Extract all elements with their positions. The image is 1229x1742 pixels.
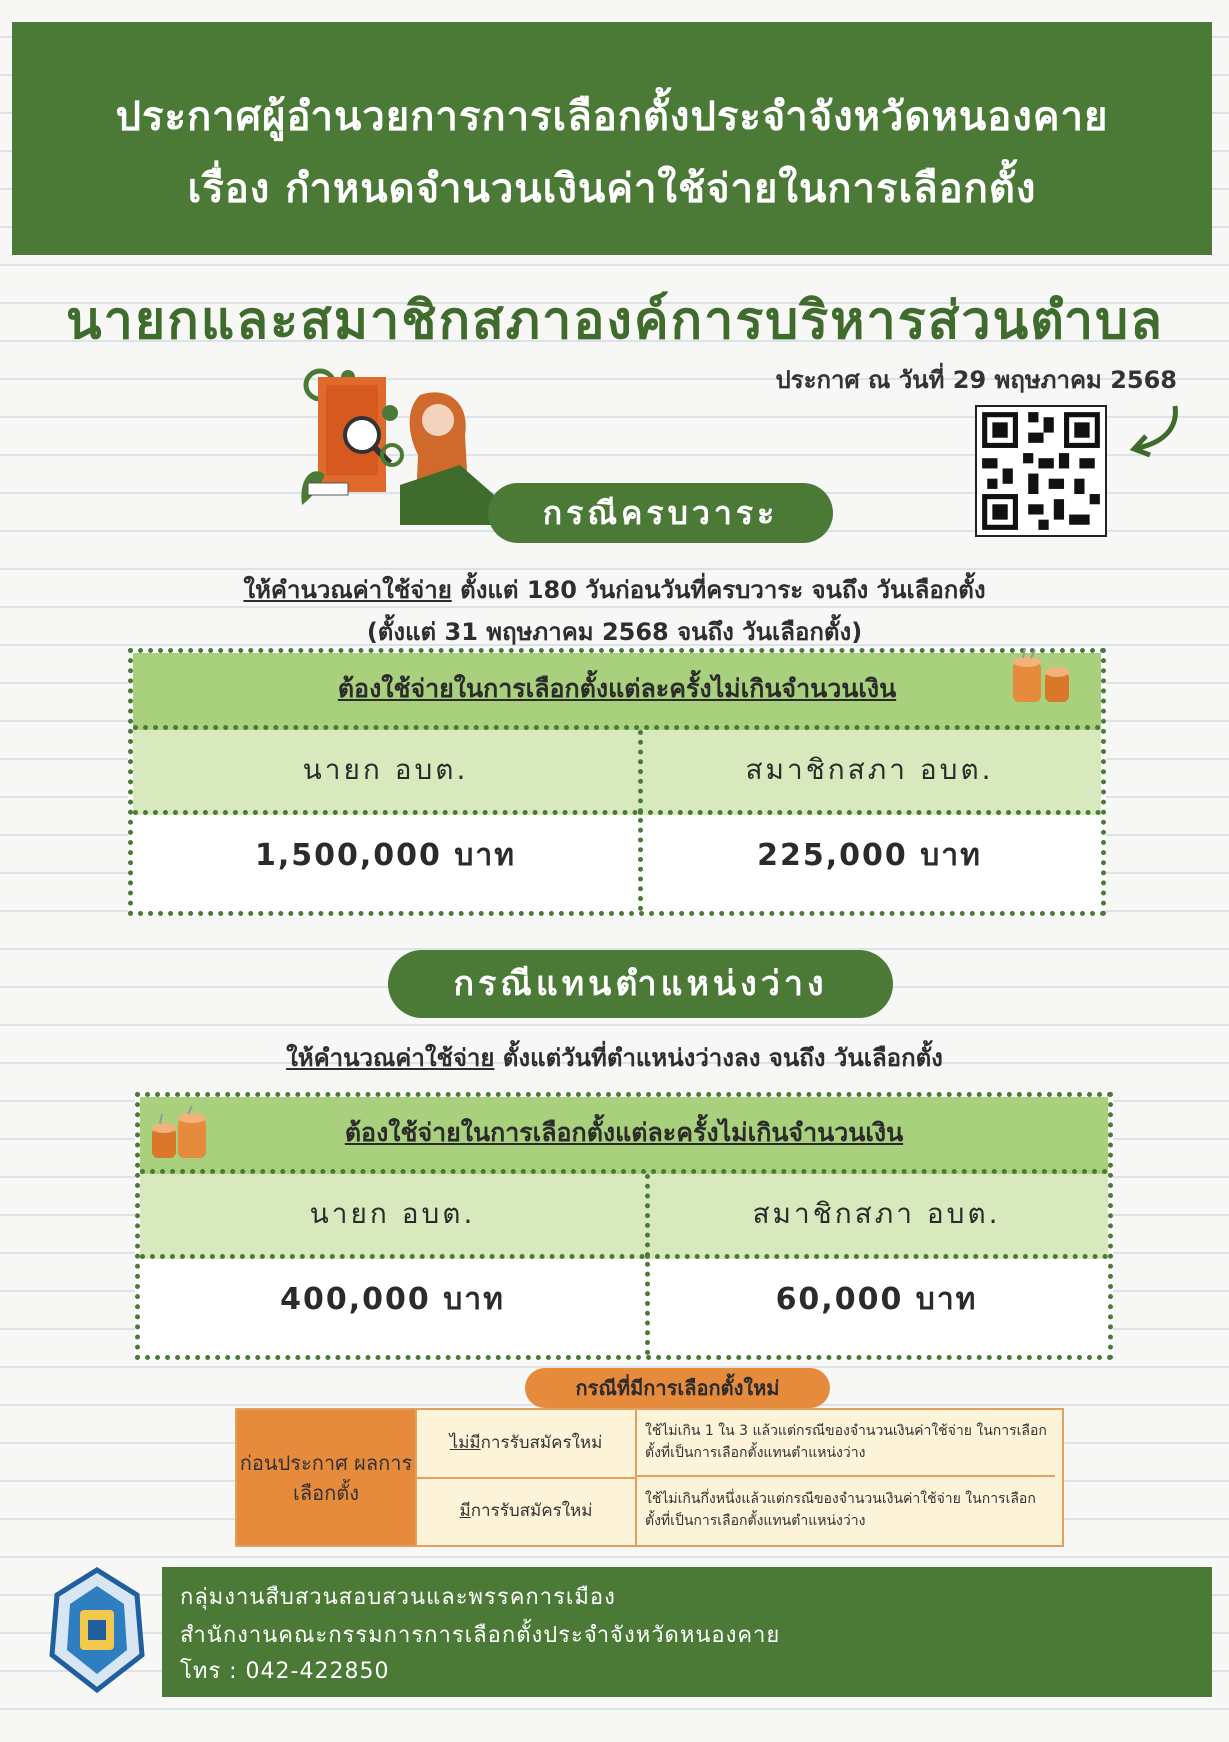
case-term-calc-sub: (ตั้งแต่ 31 พฤษภาคม 2568 จนถึง วันเลือกตั้ง) bbox=[366, 618, 863, 646]
case-vacancy-pill: กรณีแทนตำแหน่งว่าง bbox=[388, 950, 893, 1018]
column-divider bbox=[638, 730, 643, 911]
column-divider bbox=[645, 1174, 650, 1355]
calc-text: ตั้งแต่ 180 วันก่อนวันที่ครบวาระ จนถึง วันเลือกตั้ง bbox=[451, 576, 986, 604]
coins-icon bbox=[1005, 648, 1085, 708]
value-council: 225,000 บาท bbox=[757, 838, 982, 873]
panel-title: ต้องใช้จ่ายในการเลือกตั้งแต่ละครั้งไม่เกินจำนวนเงิน bbox=[133, 653, 1101, 730]
footer-banner bbox=[162, 1567, 1212, 1697]
new-election-table bbox=[235, 1408, 1064, 1547]
footer-dept: กลุ่มงานสืบสวนสอบสวนและพรรคการเมือง bbox=[180, 1585, 616, 1610]
value-mayor: 1,500,000 บาท bbox=[254, 838, 517, 873]
new-applicant-rule: ใช้ไม่เกินกึ่งหนึ่งแล้วแต่กรณีของจำนวนเงินค่าใช้จ่าย ในการเลือกตั้งที่เป็นการเลือกตั้งแทนตำแหน่งว่าง bbox=[645, 1491, 1036, 1529]
col-header-council: สมาชิกสภา อบต. bbox=[645, 1174, 1108, 1259]
subject-title: นายกและสมาชิกสภาองค์การบริหารส่วนตำบล bbox=[66, 291, 1164, 351]
ect-logo bbox=[22, 1560, 172, 1710]
value-council: 60,000 บาท bbox=[775, 1282, 978, 1317]
footer-phone: โทร : 042-422850 bbox=[180, 1659, 390, 1684]
panel-title: ต้องใช้จ่ายในการเลือกตั้งแต่ละครั้งไม่เกินจำนวนเงิน bbox=[140, 1097, 1108, 1174]
header-title: ประกาศผู้อำนวยการการเลือกตั้งประจำจังหวัดหนองคาย bbox=[115, 94, 1109, 140]
footer-office: สำนักงานคณะกรรมการการเลือกตั้งประจำจังหวัดหนองคาย bbox=[180, 1623, 781, 1648]
coins-icon bbox=[148, 1104, 228, 1164]
no-new-applicant-label: ไม่มีการรับสมัครใหม่ bbox=[415, 1410, 637, 1479]
calc-label: ให้คำนวณค่าใช้จ่าย bbox=[243, 576, 452, 604]
case-term-panel bbox=[128, 648, 1106, 916]
col-header-council: สมาชิกสภา อบต. bbox=[638, 730, 1101, 815]
new-election-pill: กรณีที่มีการเลือกตั้งใหม่ bbox=[525, 1368, 830, 1408]
col-header-mayor: นายก อบต. bbox=[133, 730, 638, 815]
announce-date: ประกาศ ณ วันที่ 29 พฤษภาคม 2568 bbox=[775, 366, 1177, 394]
calc-text: ตั้งแต่วันที่ตำแหน่งว่างลง จนถึง วันเลือกตั้ง bbox=[494, 1044, 943, 1072]
calc-label: ให้คำนวณค่าใช้จ่าย bbox=[286, 1044, 495, 1072]
header-subtitle: เรื่อง กำหนดจำนวนเงินค่าใช้จ่ายในการเลือกตั้ง bbox=[187, 166, 1037, 212]
col-header-mayor: นายก อบต. bbox=[140, 1174, 645, 1259]
new-applicant-label: มีการรับสมัครใหม่ bbox=[415, 1478, 637, 1545]
qr-code-icon bbox=[975, 405, 1107, 537]
value-mayor: 400,000 บาท bbox=[280, 1282, 505, 1317]
case-vacancy-panel bbox=[135, 1092, 1113, 1360]
case-term-calc bbox=[0, 570, 1229, 609]
case-vacancy-calc bbox=[0, 1038, 1229, 1077]
no-new-applicant-rule: ใช้ไม่เกิน 1 ใน 3 แล้วแต่กรณีของจำนวนเงินค่าใช้จ่าย ในการเลือกตั้งที่เป็นการเลือกตั้งแทนตำแหน่งว่าง bbox=[635, 1410, 1055, 1477]
before-announce-label: ก่อนประกาศ ผลการเลือกตั้ง bbox=[237, 1410, 415, 1545]
arrow-icon bbox=[1120, 402, 1190, 462]
case-term-pill: กรณีครบวาระ bbox=[488, 483, 833, 543]
header-banner bbox=[12, 22, 1212, 255]
person-magnifier-illustration bbox=[300, 365, 520, 525]
